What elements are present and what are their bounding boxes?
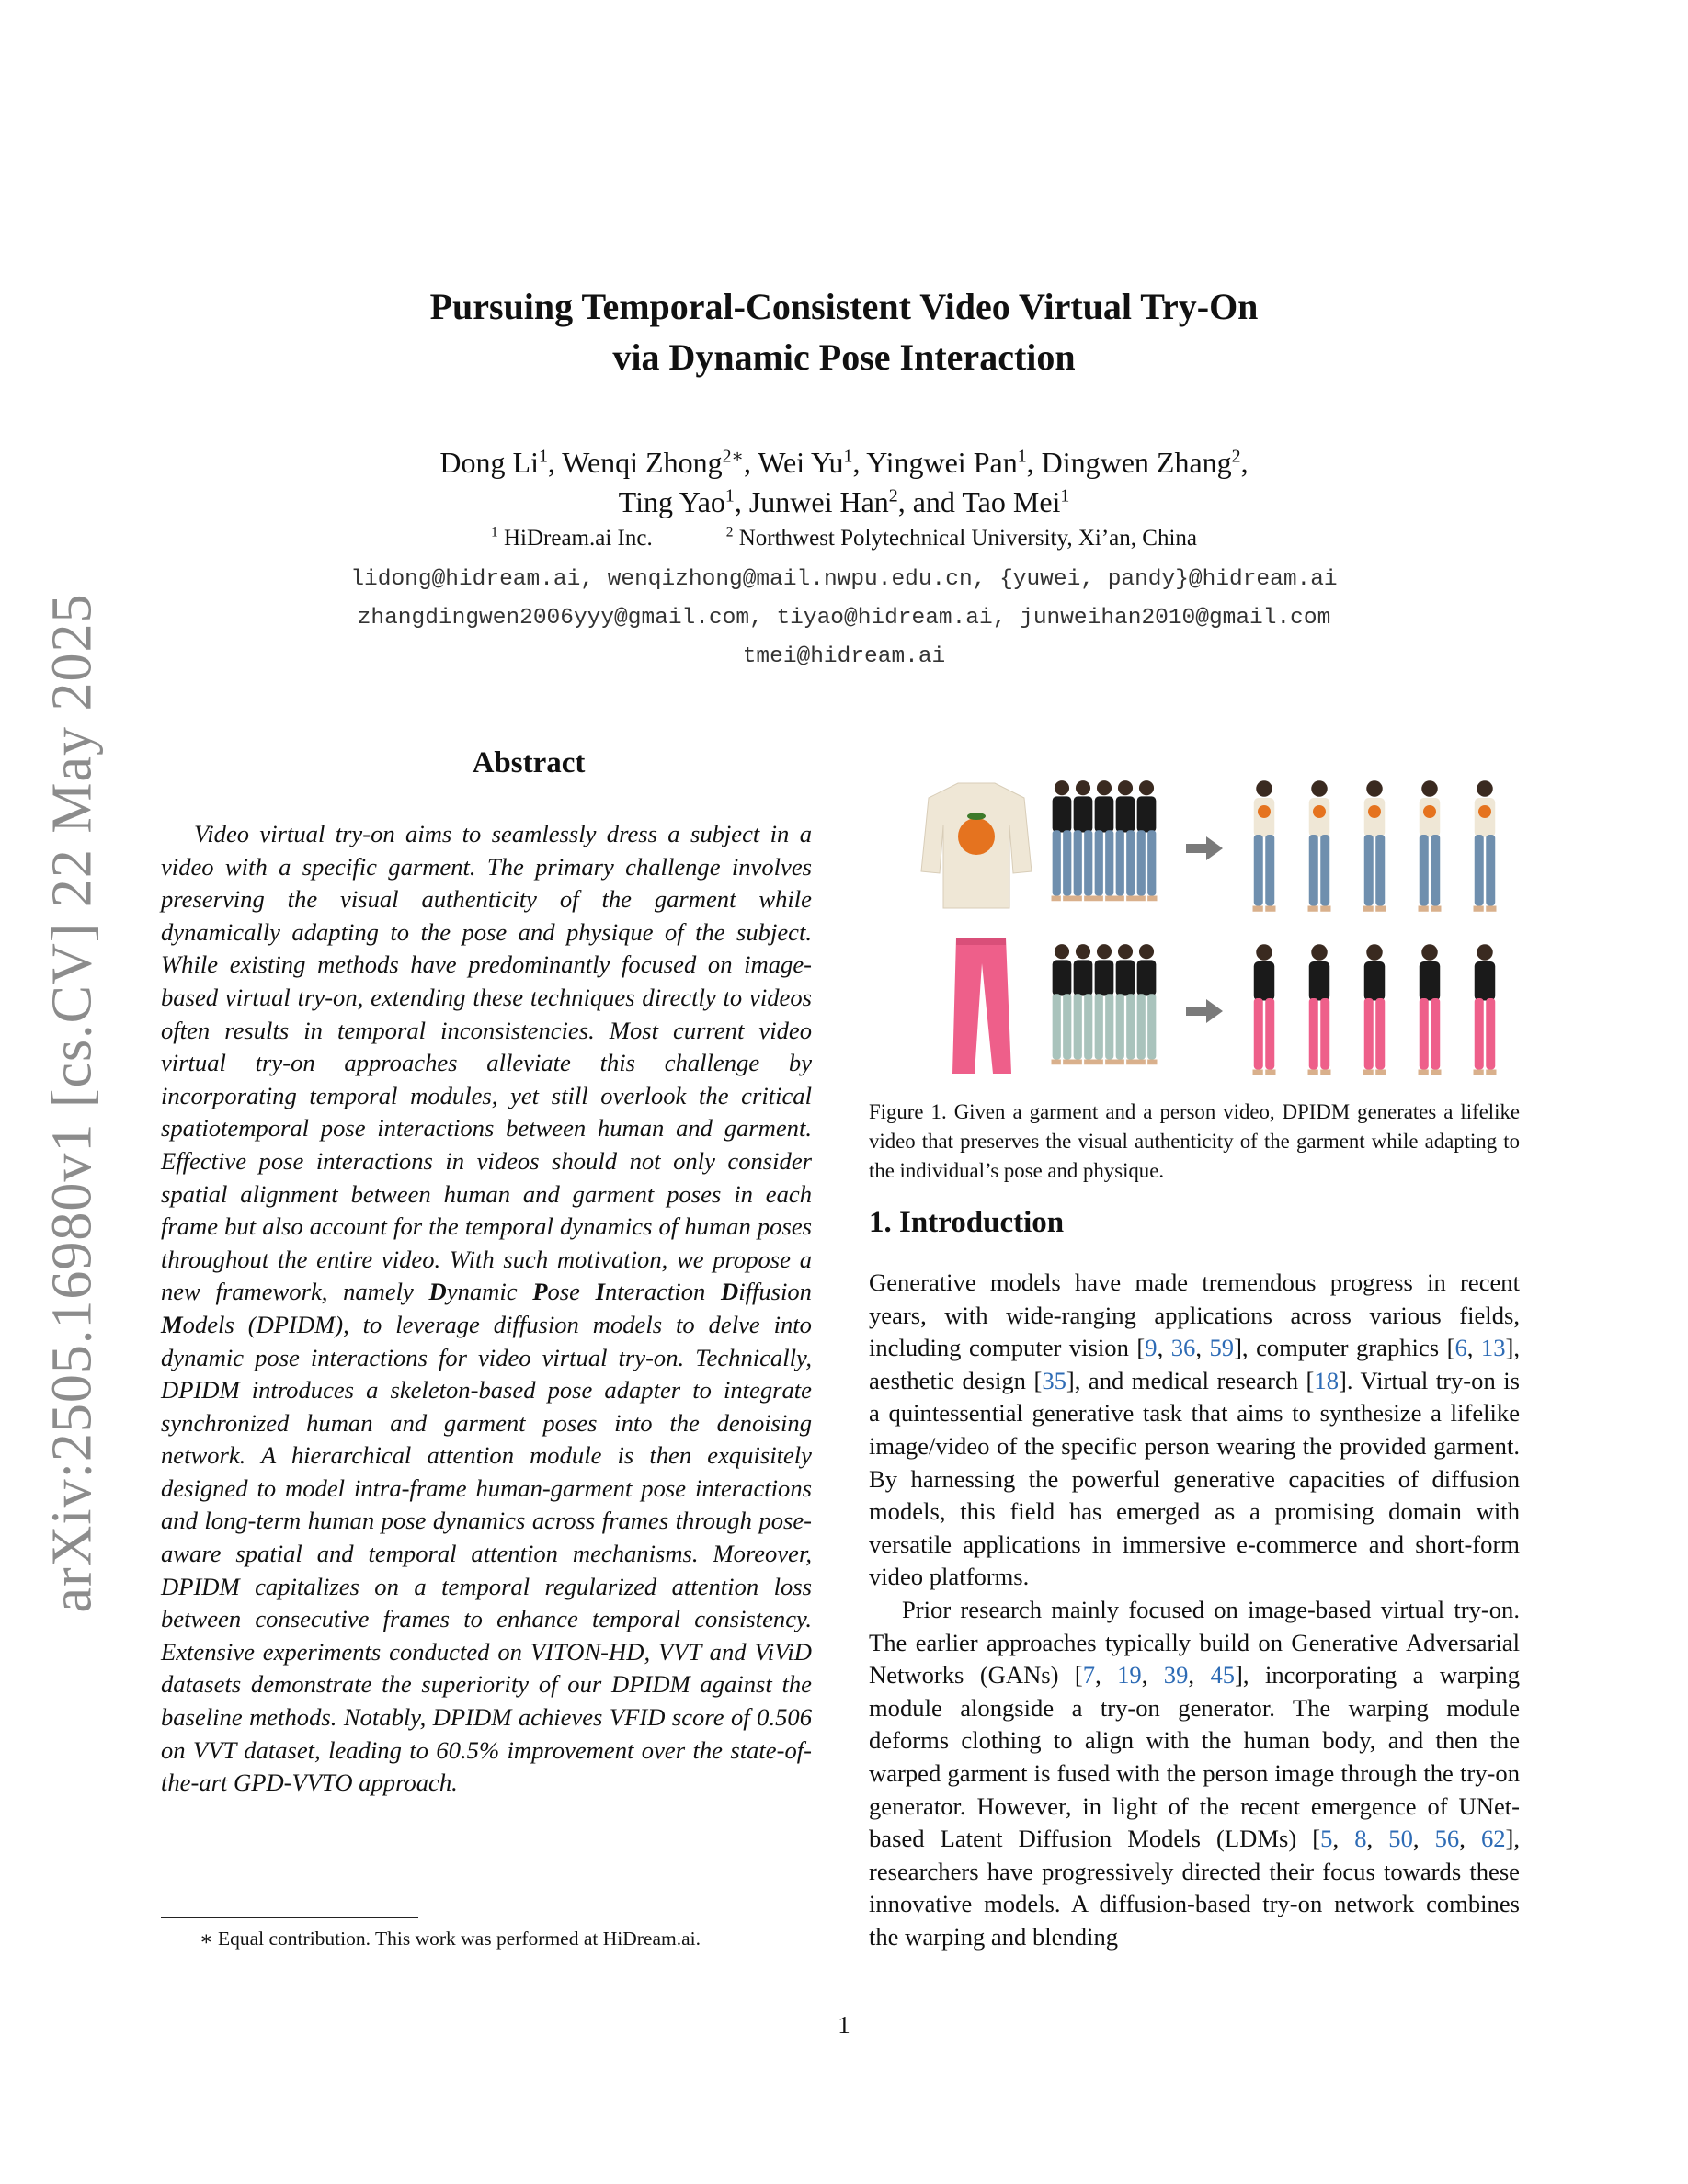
input-person-row1-1-right-leg: [1084, 830, 1092, 895]
introduction-text: [869, 1267, 1520, 1953]
input-person-row1-1-head: [1076, 780, 1090, 795]
author: Ting Yao$^1$: [618, 485, 735, 518]
sweater-leaf-print: [967, 813, 986, 820]
author: Yingwei Pan$^1$: [866, 446, 1027, 479]
output-person-row2-4-left-shoe: [1474, 1070, 1484, 1075]
input-person-row1-3-head: [1118, 780, 1133, 795]
citation-link[interactable]: 8: [1354, 1825, 1367, 1853]
intro-paragraph-1: [869, 1267, 1520, 1594]
input-person-row1-3-left-leg: [1116, 830, 1124, 895]
output-person-row1-3-right-leg: [1431, 835, 1440, 906]
input-person-row2-3-left-leg: [1116, 994, 1124, 1059]
author-line-1: Dong Li$^1$, Wenqi Zhong$^{2∗}$, Wei Yu$^1$, Yingwei Pan$^1$, Dingwen Zhang$^2$,: [439, 446, 1249, 479]
intro-text-run: ,: [1332, 1825, 1355, 1853]
input-person-row1-1-left-shoe: [1073, 896, 1082, 902]
citation-link[interactable]: 7: [1082, 1661, 1096, 1689]
citation-link[interactable]: 9: [1145, 1334, 1158, 1362]
input-person-row2-2-left-leg: [1095, 994, 1103, 1059]
input-person-row2-1-left-leg: [1074, 994, 1082, 1059]
output-print-row1-2: [1368, 805, 1381, 818]
intro-text-run: ,: [1195, 1334, 1210, 1362]
input-person-row1-0-right-shoe: [1063, 896, 1072, 902]
input-person-row1-3-right-shoe: [1126, 896, 1135, 902]
output-person-row1-0-right-shoe: [1265, 906, 1275, 912]
output-person-row1-2-left-leg: [1364, 835, 1374, 906]
output-person-row2-0-right-leg: [1265, 998, 1274, 1070]
output-person-row2-1-head: [1311, 944, 1328, 961]
arrow-row2-shaft: [1186, 1007, 1206, 1016]
intro-text-run: ,: [1141, 1661, 1164, 1689]
output-person-row2-3-top: [1420, 961, 1441, 1001]
abstract-heading: Abstract: [472, 746, 586, 779]
output-person-row2-1-left-leg: [1309, 998, 1318, 1070]
input-person-row2-1-head: [1076, 944, 1090, 959]
citation-link[interactable]: 50: [1388, 1825, 1413, 1853]
output-person-row2-3-left-shoe: [1419, 1070, 1429, 1075]
input-person-row1-0-right-leg: [1063, 830, 1071, 895]
input-person-row1-2-top: [1095, 796, 1114, 832]
citation-link[interactable]: 59: [1209, 1334, 1235, 1362]
input-person-row2-0-left-shoe: [1052, 1060, 1061, 1065]
input-person-row1-2-left-shoe: [1094, 896, 1103, 902]
input-person-row1-0-head: [1055, 780, 1069, 795]
output-person-row2-2-head: [1366, 944, 1383, 961]
input-person-row2-0-right-leg: [1063, 994, 1071, 1059]
output-person-row1-4-right-leg: [1486, 835, 1495, 906]
author: Tao Mei$^1$: [962, 485, 1070, 518]
input-person-row1-4-top: [1137, 796, 1157, 832]
output-person-row1-4-head: [1477, 780, 1493, 797]
output-person-row2-4-top: [1475, 961, 1496, 1001]
footnote-rule: [161, 1917, 418, 1918]
output-person-row1-0-left-shoe: [1253, 906, 1263, 912]
output-person-row2-3-right-leg: [1431, 998, 1440, 1070]
citation-link[interactable]: 39: [1163, 1661, 1189, 1689]
input-person-row1-1-left-leg: [1074, 830, 1082, 895]
output-person-row2-2-right-leg: [1375, 998, 1385, 1070]
input-person-row1-0-top: [1053, 796, 1072, 832]
affiliation: $^1$ HiDream.ai Inc.: [490, 524, 653, 551]
output-person-row1-1-head: [1311, 780, 1328, 797]
intro-text-run: ], incorporating a warping module alongside a try-on generator. The warping module deforms clothing to align with the human body, and then the warped garment is fused with the person image through the try-on generator. However, in light of the recent emergence of UNet-based Latent Diffusion Models (LDMs) [: [869, 1661, 1520, 1853]
author: Wenqi Zhong$^{2∗}$: [562, 446, 744, 479]
intro-text-run: ,: [1095, 1661, 1118, 1689]
output-person-row1-0-head: [1256, 780, 1272, 797]
citation-link[interactable]: 35: [1042, 1366, 1066, 1394]
output-person-row1-1-right-shoe: [1320, 906, 1330, 912]
input-person-row2-3-top: [1116, 960, 1135, 995]
output-person-row1-1-left-shoe: [1308, 906, 1318, 912]
input-person-row1-1-right-shoe: [1084, 896, 1093, 902]
output-person-row1-0-right-leg: [1265, 835, 1274, 906]
output-person-row2-3-left-leg: [1420, 998, 1429, 1070]
output-person-row1-1-left-leg: [1309, 835, 1318, 906]
author: Wei Yu$^1$: [758, 446, 853, 479]
intro-text-run: ], computer graphics [: [1234, 1334, 1455, 1362]
input-person-row2-2-head: [1097, 944, 1112, 959]
intro-text-run: Prior research mainly focused on image-based virtual try-on. The earlier approaches typically build on Generative Adversarial Networks (GANs) [: [869, 1595, 1520, 1689]
title-line-1: Pursuing Temporal-Consistent Video Virtual Try-On: [429, 286, 1259, 327]
intro-text-run: ,: [1412, 1825, 1435, 1853]
output-person-row2-0-left-leg: [1254, 998, 1263, 1070]
author: Dingwen Zhang$^2$: [1041, 446, 1241, 479]
affiliations: [239, 526, 1449, 552]
citation-link[interactable]: 5: [1320, 1825, 1333, 1853]
input-person-row2-4-left-leg: [1137, 994, 1146, 1059]
input-person-row1-4-left-shoe: [1136, 896, 1146, 902]
footnote: ∗ Equal contribution. This work was performed at HiDream.ai.: [200, 1928, 701, 1950]
arrow-row1-head: [1206, 836, 1223, 860]
input-person-row2-3-right-shoe: [1126, 1060, 1135, 1065]
output-person-row2-0-head: [1256, 944, 1272, 961]
output-person-row2-4-right-leg: [1486, 998, 1495, 1070]
output-person-row2-2-right-shoe: [1375, 1070, 1386, 1075]
output-person-row1-3-left-shoe: [1419, 906, 1429, 912]
output-person-row1-2-head: [1366, 780, 1383, 797]
trousers-garment: [952, 938, 1011, 1074]
output-person-row1-3-left-leg: [1420, 835, 1429, 906]
intro-text-run: ,: [1188, 1661, 1211, 1689]
input-person-row2-2-right-leg: [1105, 994, 1113, 1059]
citation-link[interactable]: 62: [1480, 1825, 1506, 1853]
intro-text-run: ,: [1366, 1825, 1389, 1853]
figure-1-caption: Figure 1. Given a garment and a person video, DPIDM generates a lifelike video that preserves the visual authenticity of the garment while adapting to the individual’s pose and physique.: [869, 1100, 1520, 1182]
citation-link[interactable]: 45: [1210, 1661, 1236, 1689]
citation-link[interactable]: 19: [1117, 1661, 1142, 1689]
input-person-row1-2-right-leg: [1105, 830, 1113, 895]
output-person-row2-2-left-leg: [1364, 998, 1374, 1070]
input-person-row1-0-left-leg: [1053, 830, 1061, 895]
email-line-1: lidong@hidream.ai, wenqizhong@mail.nwpu.edu.cn, {yuwei, pandy}@hidream.ai: [350, 567, 1338, 592]
input-person-row2-1-top: [1074, 960, 1093, 995]
author: Junwei Han$^2$: [748, 485, 898, 518]
output-print-row1-3: [1423, 805, 1436, 818]
output-person-row1-4-left-shoe: [1474, 906, 1484, 912]
input-person-row1-4-head: [1139, 780, 1154, 795]
output-person-row1-4-right-shoe: [1486, 906, 1496, 912]
output-person-row2-0-left-shoe: [1253, 1070, 1263, 1075]
output-person-row2-3-head: [1421, 944, 1438, 961]
output-person-row2-2-top: [1364, 961, 1386, 1001]
citation-link[interactable]: 18: [1314, 1366, 1339, 1394]
author: Dong Li$^1$: [439, 446, 548, 479]
output-person-row1-1-right-leg: [1320, 835, 1329, 906]
input-person-row1-3-top: [1116, 796, 1135, 832]
arrow-row1-shaft: [1186, 844, 1206, 853]
intro-text-run: ], aesthetic design [: [869, 1334, 1521, 1394]
input-person-row1-3-right-leg: [1126, 830, 1135, 895]
input-person-row1-2-right-shoe: [1105, 896, 1114, 902]
paper-title: [276, 281, 1412, 382]
input-person-row2-4-left-shoe: [1136, 1060, 1146, 1065]
input-person-row2-2-left-shoe: [1094, 1060, 1103, 1065]
affiliation: $^2$ Northwest Polytechnical University, Xi’an, China: [725, 524, 1197, 551]
input-person-row2-4-right-leg: [1147, 994, 1156, 1059]
input-person-row2-1-left-shoe: [1073, 1060, 1082, 1065]
intro-text-run: Generative models have made tremendous progress in recent years, with wide-ranging applications across various fields, including computer vision [: [869, 1268, 1520, 1362]
output-person-row1-3-head: [1421, 780, 1438, 797]
input-person-row2-0-head: [1055, 944, 1069, 959]
intro-paragraph-2: [869, 1594, 1520, 1954]
author-line-2: Ting Yao$^1$, Junwei Han$^2$, and Tao Mei$^1$: [618, 485, 1070, 518]
email-line-2: zhangdingwen2006yyy@gmail.com, tiyao@hidream.ai, junweihan2010@gmail.com: [357, 606, 1331, 631]
introduction-heading: 1. Introduction: [869, 1206, 1065, 1239]
input-person-row2-3-head: [1118, 944, 1133, 959]
author-and: and: [912, 485, 955, 518]
arrow-row2-head: [1206, 999, 1223, 1023]
output-person-row1-2-right-shoe: [1375, 906, 1386, 912]
title-line-2: via Dynamic Pose Interaction: [612, 336, 1076, 378]
citation-link[interactable]: 56: [1434, 1825, 1460, 1853]
page-number: 1: [838, 2011, 850, 2039]
output-person-row1-3-right-shoe: [1431, 906, 1441, 912]
output-person-row2-1-right-leg: [1320, 998, 1329, 1070]
intro-text-run: ,: [1157, 1334, 1171, 1362]
input-person-row2-0-right-shoe: [1063, 1060, 1072, 1065]
output-person-row2-4-left-leg: [1475, 998, 1484, 1070]
input-person-row1-4-right-leg: [1147, 830, 1156, 895]
output-person-row2-3-right-shoe: [1431, 1070, 1441, 1075]
input-person-row1-2-head: [1097, 780, 1112, 795]
output-person-row1-2-right-leg: [1375, 835, 1385, 906]
input-person-row2-4-top: [1137, 960, 1157, 995]
intro-text-run: ]. Virtual try-on is a quintessential generative task that aims to synthesize a lifelike image/video of the specific person wearing the provided garment. By harnessing the powerful generative capacities of diffusion models, this field has emerged as a promising domain with versatile applications in immersive e-commerce and short-form video platforms.: [869, 1366, 1520, 1591]
output-person-row2-1-left-shoe: [1308, 1070, 1318, 1075]
input-person-row1-3-left-shoe: [1115, 896, 1124, 902]
input-person-row1-1-top: [1074, 796, 1093, 832]
input-person-row2-1-right-shoe: [1084, 1060, 1093, 1065]
input-person-row2-0-left-leg: [1053, 994, 1061, 1059]
output-person-row2-4-right-shoe: [1486, 1070, 1496, 1075]
input-person-row1-4-right-shoe: [1147, 896, 1157, 902]
sweater-orange-print: [958, 818, 995, 855]
trousers-waistband: [956, 938, 1006, 945]
arxiv-identifier: arXiv:2505.16980v1 [cs.CV] 22 May 2025: [40, 593, 104, 1613]
input-person-row2-0-top: [1053, 960, 1072, 995]
output-person-row1-0-left-leg: [1254, 835, 1263, 906]
intro-text-run: ], and medical research [: [1066, 1366, 1315, 1394]
output-print-row1-0: [1258, 805, 1271, 818]
output-print-row1-1: [1313, 805, 1326, 818]
input-person-row1-2-left-leg: [1095, 830, 1103, 895]
arxiv-sidebar: [22, 593, 123, 1613]
input-person-row2-3-right-leg: [1126, 994, 1135, 1059]
intro-text-run: ,: [1466, 1334, 1481, 1362]
output-person-row2-2-left-shoe: [1363, 1070, 1374, 1075]
input-person-row2-4-head: [1139, 944, 1154, 959]
email-line-3: tmei@hidream.ai: [742, 644, 946, 669]
output-person-row2-1-top: [1309, 961, 1330, 1001]
abstract-text: Video virtual try-on aims to seamlessly dress a subject in a video with a specific garment. The primary challenge involves preserving the visual authenticity of the garment while dynamically adapting to the pose and physique of the subject. While existing methods have predominantly focused on image-based virtual try-on, extending these techniques directly to videos often results in temporal inconsistencies. Most current video virtual try-on approaches alleviate this challenge by incorporating temporal modules, yet still overlook the critical spatiotemporal pose interactions between human and garment. Effective pose interactions in videos should not only consider spatial alignment between human and garment poses in each frame but also account for the temporal dynamics of human poses throughout the entire video. With such motivation, we propose a new framework, namely Dynamic Pose Interaction Diffusion Models (DPIDM), to leverage diffusion models to delve into dynamic pose interactions for video virtual try-on. Technically, DPIDM introduces a skeleton-based pose adapter to integrate synchronized human and garment poses into the denoising network. A hierarchical attention module is then exquisitely designed to model intra-frame human-garment pose interactions and long-term human pose dynamics across frames through pose-aware spatial and temporal attention mechanisms. Moreover, DPIDM capitalizes on a temporal regularized attention loss between consecutive frames to enhance temporal consistency. Extensive experiments conducted on VITON-HD, VVT and ViViD datasets demonstrate the superiority of our DPIDM against the baseline methods. Notably, DPIDM achieves VFID score of 0.506 on VVT dataset, leading to 60.5% improvement over the state-of-the-art GPD-VVTO approach.: [161, 820, 812, 1797]
input-person-row1-0-left-shoe: [1052, 896, 1061, 902]
output-person-row1-4-left-leg: [1475, 835, 1484, 906]
input-person-row2-2-right-shoe: [1105, 1060, 1114, 1065]
citation-link[interactable]: 6: [1454, 1334, 1467, 1362]
output-person-row2-1-right-shoe: [1320, 1070, 1330, 1075]
output-person-row2-0-right-shoe: [1265, 1070, 1275, 1075]
author-list: [239, 443, 1449, 522]
output-person-row2-0-top: [1254, 961, 1275, 1001]
intro-text-run: ,: [1459, 1825, 1481, 1853]
output-print-row1-4: [1478, 805, 1491, 818]
input-person-row1-4-left-leg: [1137, 830, 1146, 895]
input-person-row2-4-right-shoe: [1147, 1060, 1157, 1065]
intro-text-run: ], researchers have progressively directed their focus towards these innovative models. A diffusion-based try-on network combines the warping and blending: [869, 1825, 1521, 1951]
citation-link[interactable]: 36: [1170, 1334, 1196, 1362]
output-person-row1-2-left-shoe: [1363, 906, 1374, 912]
input-person-row2-2-top: [1095, 960, 1114, 995]
figure-1: [910, 770, 1526, 1083]
input-person-row2-3-left-shoe: [1115, 1060, 1124, 1065]
input-person-row2-1-right-leg: [1084, 994, 1092, 1059]
output-person-row2-4-head: [1477, 944, 1493, 961]
citation-link[interactable]: 13: [1480, 1334, 1506, 1362]
figure-1-illustration: [910, 770, 1526, 1083]
